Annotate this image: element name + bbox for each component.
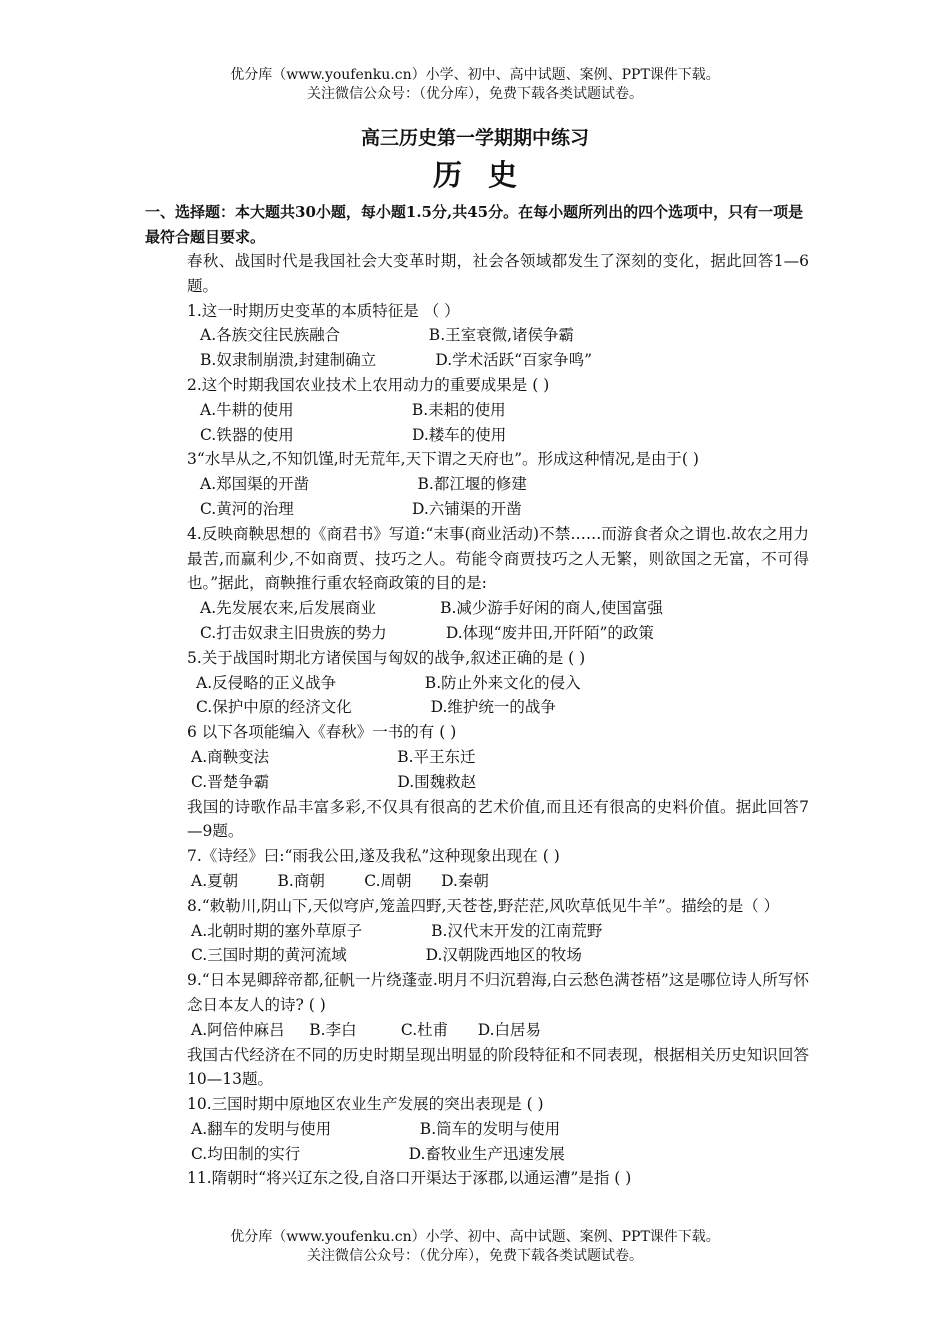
- question-options: A.各族交往民族融合 B.王室衰微,诸侯争霸: [200, 326, 575, 345]
- question-options: A.阿倍仲麻吕 B.李白 C.杜甫 D.白居易: [191, 1020, 542, 1039]
- question-body: [187, 249, 809, 1191]
- question-options: C.黄河的治理 D.六铺渠的开凿: [200, 499, 522, 518]
- question-stem: 2.这个时期我国农业技术上农用动力的重要成果是 ( ): [187, 375, 550, 394]
- question-stem: 1.这一时期历史变革的本质特征是 （ ）: [187, 301, 460, 320]
- question-options: A.商鞅变法 B.平王东迁: [191, 747, 476, 766]
- page-header: [0, 66, 950, 104]
- question-stem: 8.“敕勒川,阴山下,天似穹庐,笼盖四野,天苍苍,野茫茫,风吹草低见牛羊”。描绘的是（ ）: [187, 896, 780, 915]
- passage-intro: 春秋、战国时代是我国社会大变革时期，社会各领域都发生了深刻的变化，据此回答1—6题。: [187, 252, 809, 295]
- question-stem: 3“水旱从之,不知饥馑,时无荒年,天下谓之天府也”。形成这种情况,是由于( ): [187, 450, 699, 469]
- question-options: A.反侵略的正义战争 B.防止外来文化的侵入: [196, 673, 581, 692]
- question-options: B.奴隶制崩溃,封建制确立 D.学术活跃“百家争鸣”: [200, 351, 593, 370]
- section-heading: 一、选择题：本大题共30小题，每小题1.5分,共45分。在每小题所列出的四个选项中，只有一项是最符合题目要求。: [145, 203, 804, 246]
- passage-intro: 我国的诗歌作品丰富多彩,不仅具有很高的艺术价值,而且还有很高的史料价值。据此回答7—9题。: [187, 797, 809, 841]
- question-options: C.保护中原的经济文化 D.维护统一的战争: [196, 698, 556, 717]
- question-options: A.牛耕的使用 B.耒耜的使用: [200, 400, 506, 419]
- exam-title: 高三历史第一学期期中练习: [360, 127, 589, 149]
- question-stem: 5.关于战国时期北方诸侯国与匈奴的战争,叙述正确的是 ( ): [187, 648, 586, 667]
- question-stem: 7.《诗经》曰:“雨我公田,遂及我私”这种现象出现在 ( ): [187, 847, 560, 866]
- footer-line-1: 优分库（www.youfenku.cn）小学、初中、高中试题、案例、PPT课件下载。: [230, 1229, 720, 1245]
- question-options: A.翻车的发明与使用 B.筒车的发明与使用: [191, 1119, 561, 1138]
- footer-line-2: 关注微信公众号：（优分库），免费下载各类试题试卷。: [307, 1248, 643, 1264]
- header-line-2: 关注微信公众号：（优分库），免费下载各类试题试卷。: [307, 86, 643, 102]
- question-stem: 4.反映商鞅思想的《商君书》写道:“末事(商业活动)不禁……而游食者众之谓也.故农之用力最苦,而赢利少,不如商贾、技巧之人。苟能令商贾技巧之人无繁，则欲国之无富，不可得也。”据此，商鞅推行重农轻商政策的目的是:: [187, 524, 809, 593]
- passage-intro: 我国古代经济在不同的历史时期呈现出明显的阶段特征和不同表现，根据相关历史知识回答10—13题。: [187, 1045, 809, 1089]
- header-line-1: 优分库（www.youfenku.cn）小学、初中、高中试题、案例、PPT课件下载。: [230, 67, 720, 83]
- question-options: C.三国时期的黄河流域 D.汉朝陇西地区的牧场: [191, 946, 582, 965]
- question-options: C.晋楚争霸 D.围魏救赵: [191, 772, 477, 791]
- question-options: A.先发展农来,后发展商业 B.减少游手好闲的商人,使国富强: [200, 599, 663, 618]
- question-stem: 6 以下各项能编入《春秋》一书的有 ( ): [187, 723, 457, 742]
- question-options: A.郑国渠的开凿 B.都江堰的修建: [200, 475, 527, 494]
- subject-title: 历史: [432, 158, 543, 192]
- question-stem: 11.隋朝时“将兴辽东之役,自洛口开渠达于涿郡,以通运漕”是指 ( ): [187, 1169, 632, 1188]
- question-stem: 9.“日本晃卿辞帝都,征帆一片绕蓬壶.明月不归沉碧海,白云愁色满苍梧”这是哪位诗人所写怀念日本友人的诗? ( ): [187, 971, 809, 1014]
- question-stem: 10.三国时期中原地区农业生产发展的突出表现是 ( ): [187, 1095, 544, 1114]
- question-options: C.打击奴隶主旧贵族的势力 D.体现“废井田,开阡陌”的政策: [200, 623, 654, 642]
- page-footer: [0, 1228, 950, 1266]
- question-options: A.北朝时期的塞外草原子 B.汉代末开发的江南荒野: [191, 921, 603, 940]
- question-options: A.夏朝 B.商朝 C.周朝 D.秦朝: [191, 871, 489, 890]
- question-options: C.铁器的使用 D.耧车的使用: [200, 425, 507, 444]
- question-options: C.均田制的实行 D.畜牧业生产迅速发展: [191, 1144, 565, 1163]
